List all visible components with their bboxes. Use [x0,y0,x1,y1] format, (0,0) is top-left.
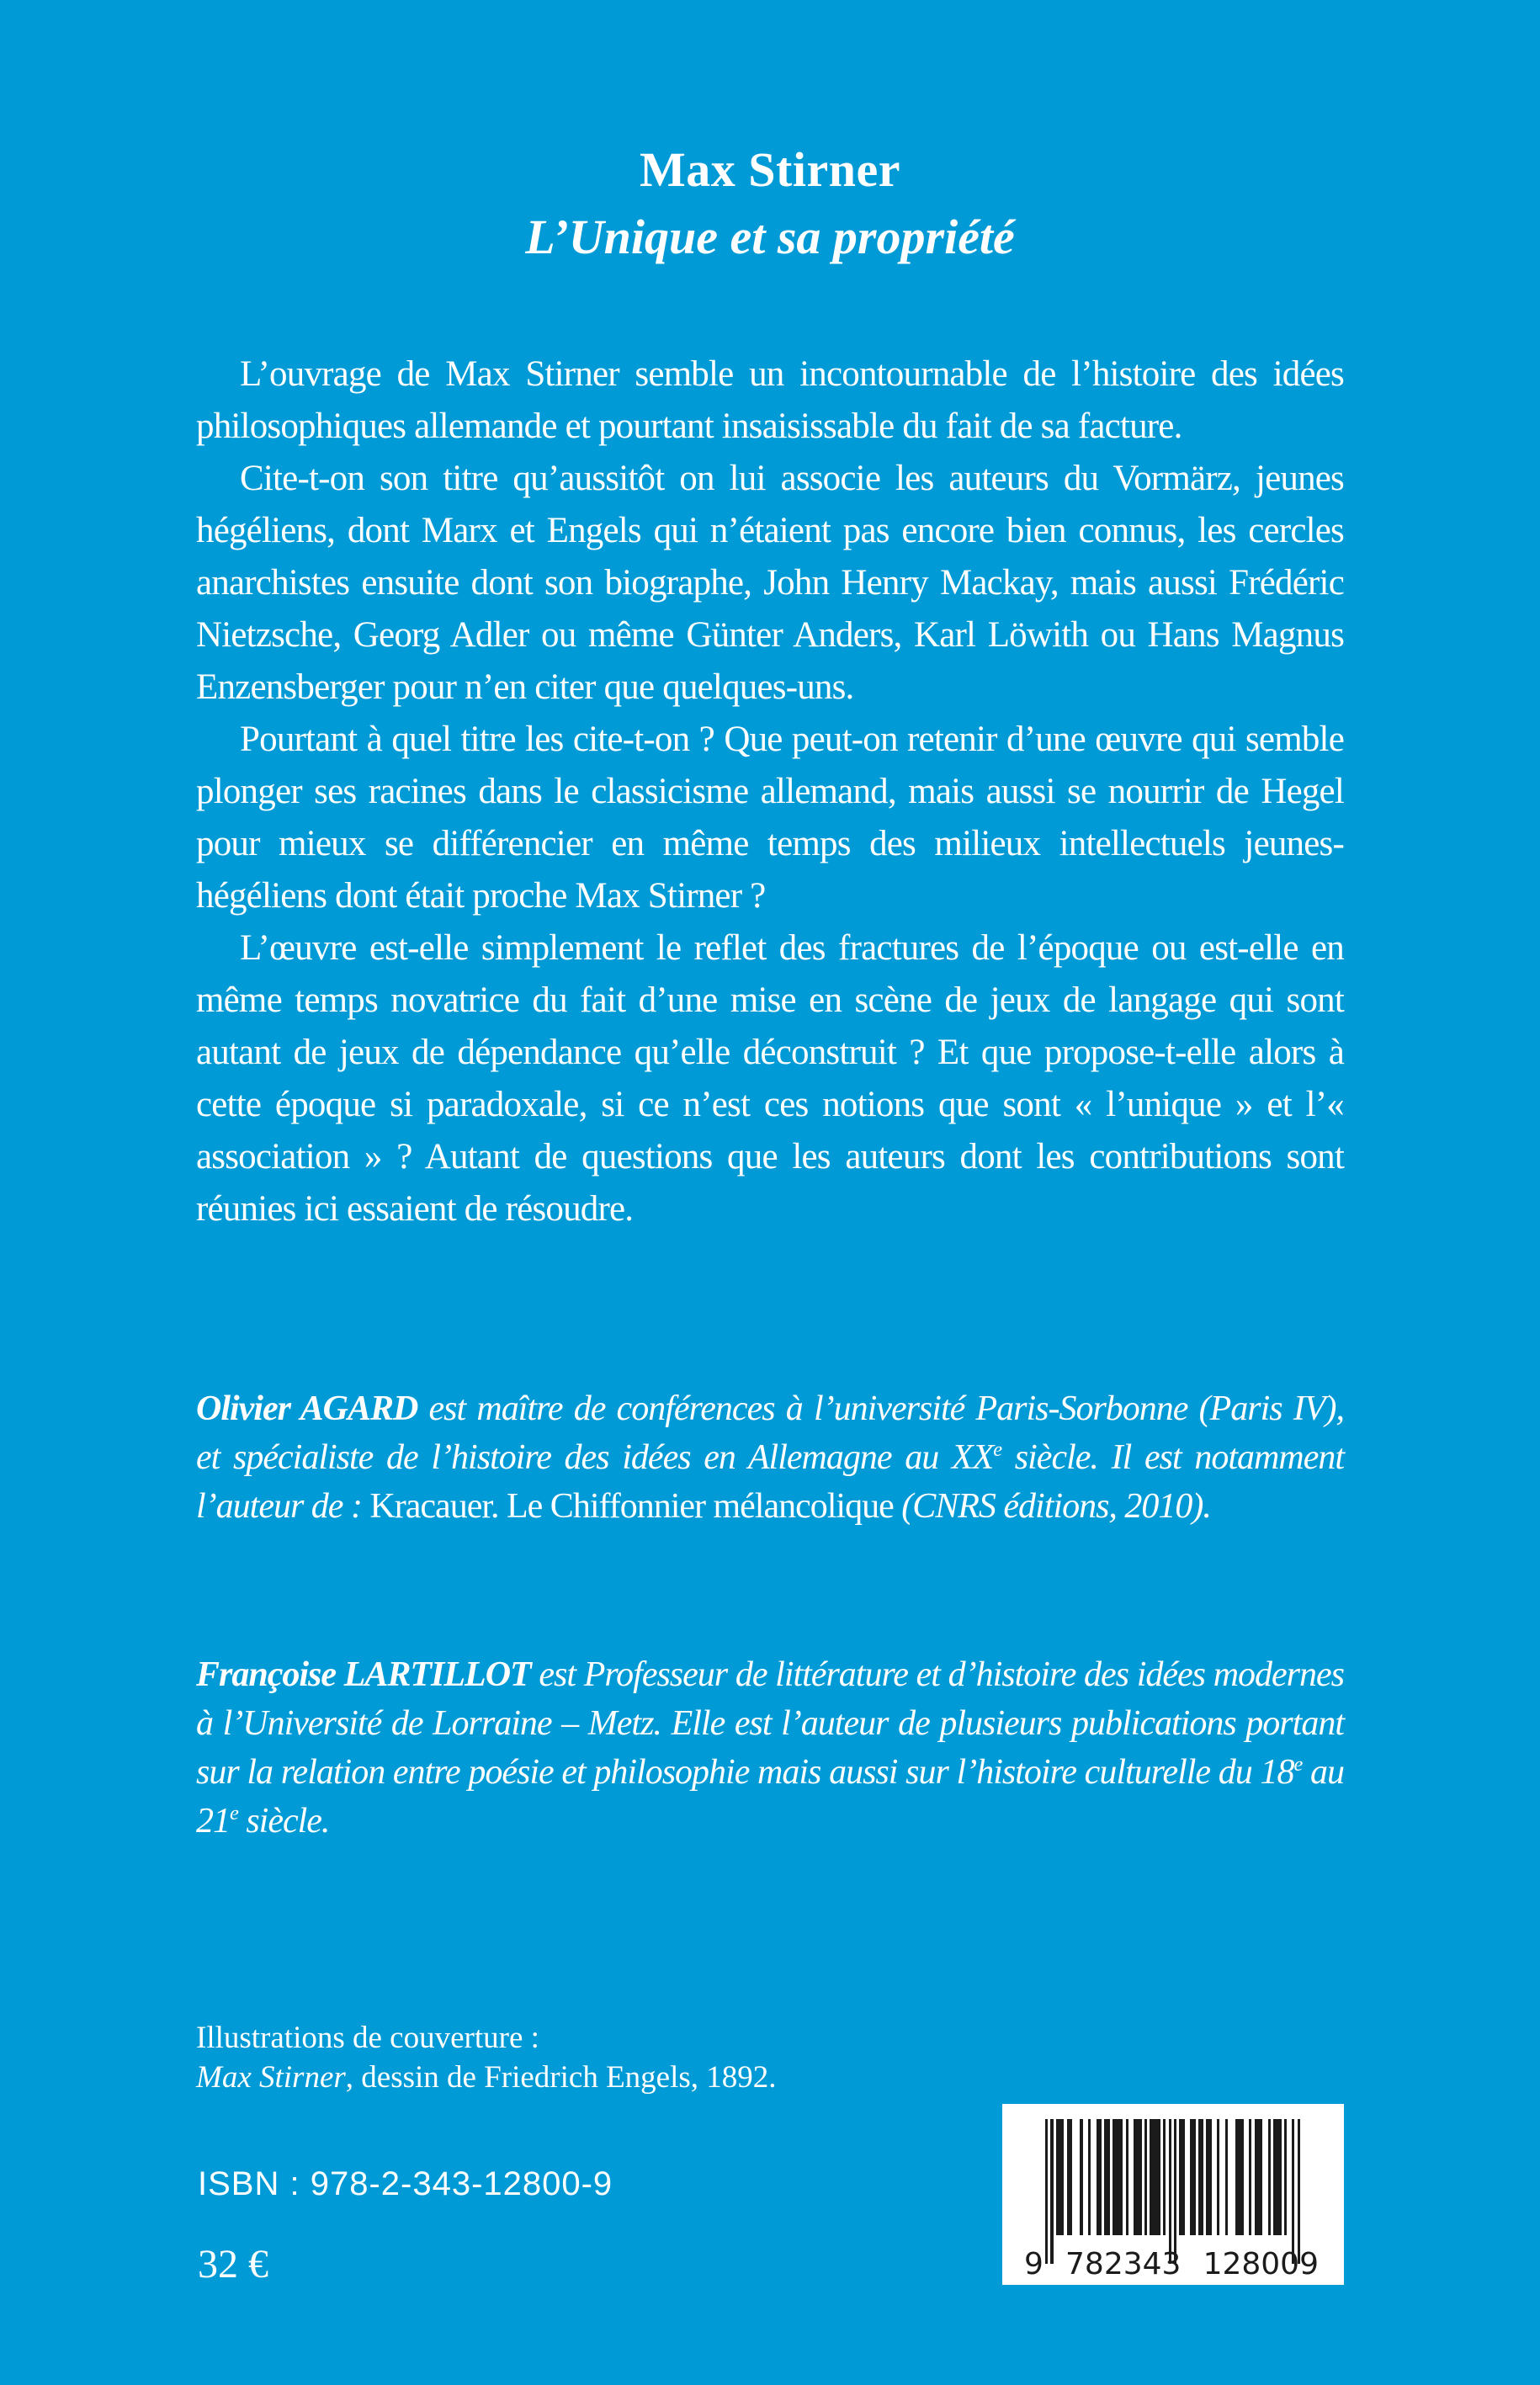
author-name-lartillot: Françoise LARTILLOT [196,1655,531,1694]
author-bio-agard [196,1384,1344,1531]
superscript-e: e [1293,1753,1303,1776]
credits-text: , dessin de Friedrich Engels, 1892. [345,2060,777,2095]
synopsis [196,348,1344,1235]
work-title: Kracauer. Le Chiffonnier mélancolique [369,1487,894,1526]
barcode-number [1024,2248,1319,2281]
bio-text: (CNRS éditions, 2010). [893,1487,1211,1526]
superscript-e: e [993,1438,1002,1461]
barcode-digit-group-1: 782343 [1065,2247,1182,2281]
author-bio-lartillot [196,1650,1344,1846]
barcode-digit-group-2: 128009 [1203,2247,1319,2281]
credits-line-1: Illustrations de couverture : [196,2021,539,2055]
title-block [0,140,1540,268]
synopsis-paragraph-3: Pourtant à quel titre les cite-t-on ? Que peut-on retenir d’une œuvre qui semble plonger ses racines dans le classicisme allemand, mais aussi se nourrir de Hegel pour mieux se différencier en même temps des milieux intellectuels jeunes-hégéliens dont était proche Max Stirner ? [196,720,1344,916]
barcode-digit-left: 9 [1024,2247,1043,2281]
barcode-bars [1045,2119,1301,2264]
bio-text: est maître de conférences à l’université Paris-Sorbonne (Paris IV), et spécialiste de l’histoire des idées en Allemagne au XX [196,1389,1344,1477]
book-title: Max Stirner [640,142,900,197]
bio-text: est Professeur de littérature et d’histoire des idées modernes à l’Université de Lorraine – Metz. Elle est l’auteur de plusieurs publications portant sur la relation entre poésie et philosophie mais aussi sur l’histoire culturelle du 18 [196,1655,1344,1792]
author-name-agard: Olivier AGARD [196,1389,418,1428]
cover-credits [196,2018,1344,2097]
isbn-text: ISBN : 978-2-343-12800-9 [198,2165,613,2202]
bio-text: siècle. [237,1802,330,1841]
synopsis-paragraph-4: L’œuvre est-elle simplement le reflet des fractures de l’époque ou est-elle en même temps novatrice du fait d’une mise en scène de jeux de langage qui sont autant de jeux de dépendance qu’elle déconstruit ? Et que propose-t-elle alors à cette époque si paradoxale, si ce n’est ces notions que sont « l’unique » et l’« association » ? Autant de questions que les auteurs dont les contributions sont réunies ici essaient de résoudre. [196,928,1344,1229]
bio-text: siècle. Il est notamment l’auteur de : [196,1438,1345,1526]
credits-line-2 [196,2058,1344,2097]
book-subtitle: L’Unique et sa propriété [525,210,1015,264]
bio-text: au 21 [196,1753,1344,1841]
price-text: 32 € [198,2242,268,2287]
superscript-e: e [230,1802,238,1825]
synopsis-paragraph-2: Cite-t-on son titre qu’aussitôt on lui associe les auteurs du Vormärz, jeunes hégéliens, dont Marx et Engels qui n’étaient pas encore bien connus, les cercles anarchistes ensuite dont son biographe, John Henry Mackay, mais aussi Frédéric Nietzsche, Georg Adler ou même Günter Anders, Karl Löwith ou Hans Magnus Enzensberger pour n’en citer que quelques-uns. [196,459,1344,707]
synopsis-paragraph-1: L’ouvrage de Max Stirner semble un incontournable de l’histoire des idées philosophiques allemande et pourtant insaisissable du fait de sa facture. [196,354,1344,446]
credits-work-title: Max Stirner [196,2060,346,2095]
barcode [1002,2104,1344,2285]
